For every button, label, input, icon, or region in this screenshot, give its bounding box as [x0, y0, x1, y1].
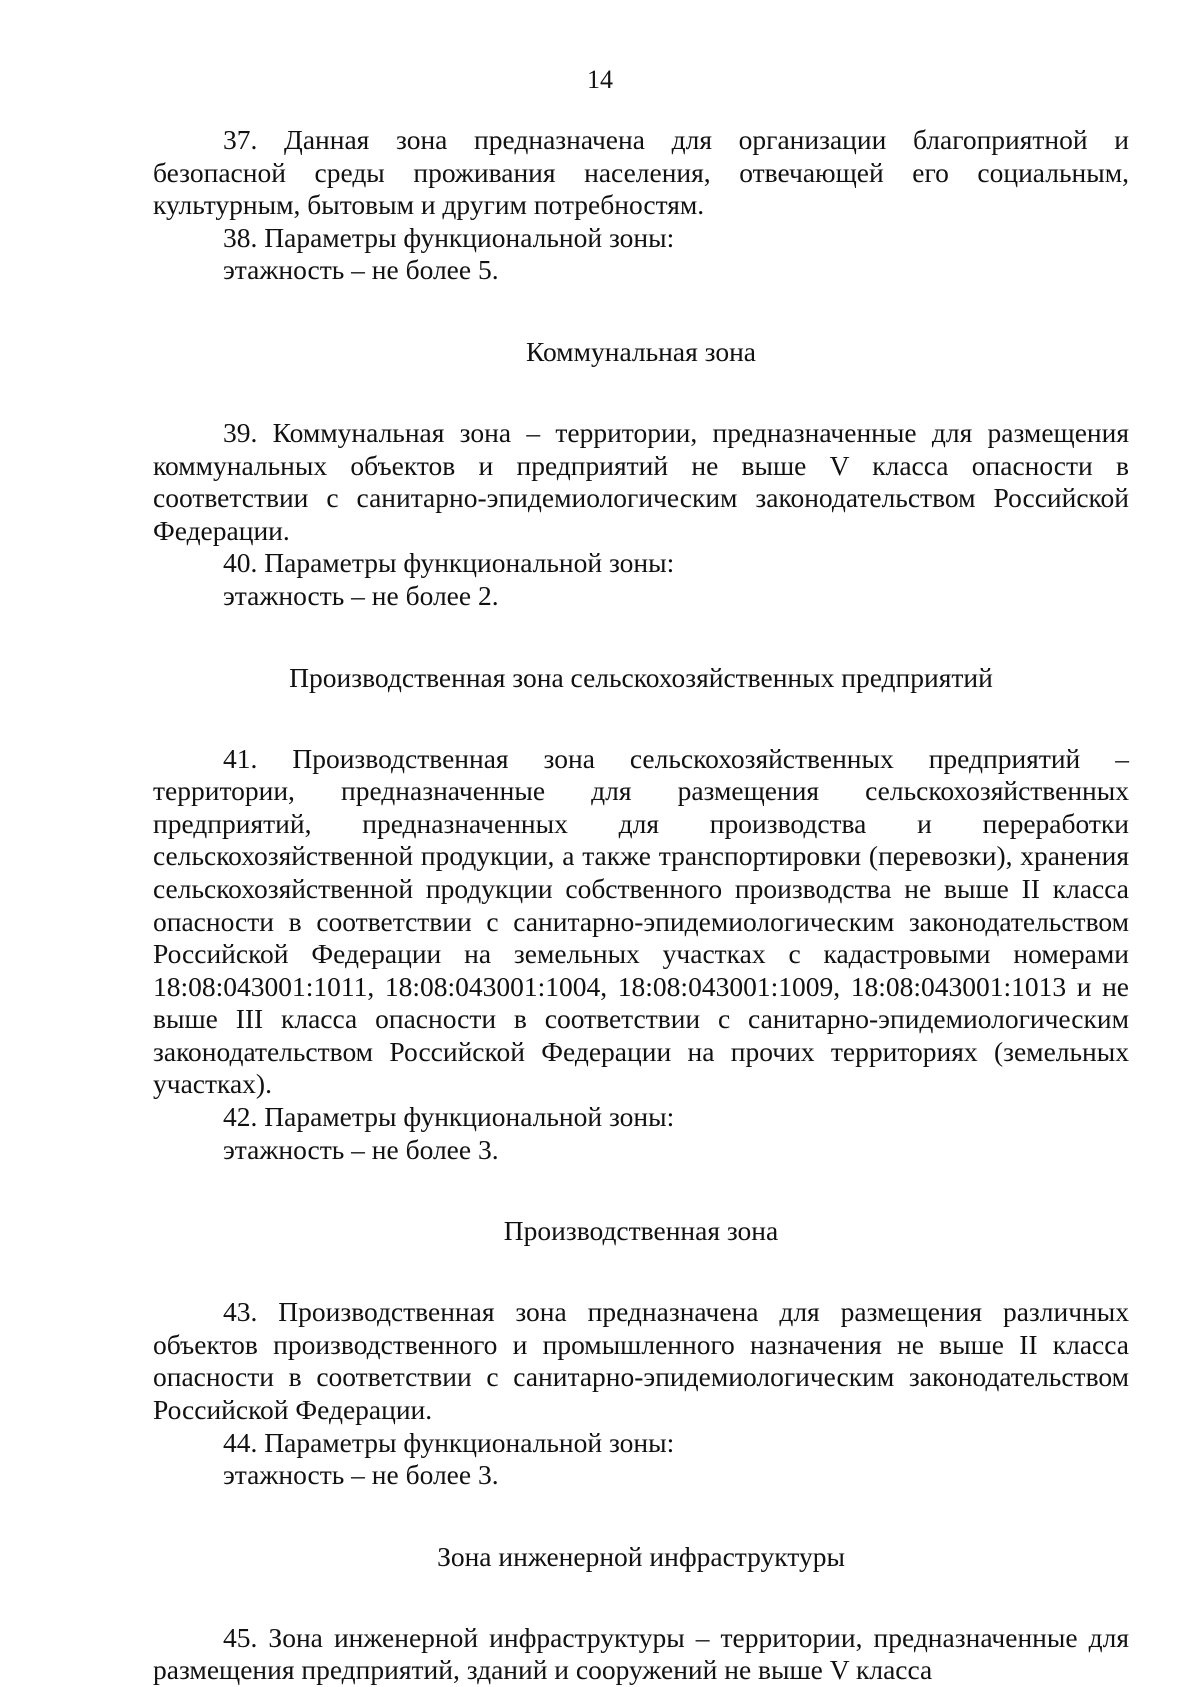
- heading-agricultural-zone: Производственная зона сельскохозяйственных предприятий: [289, 661, 993, 693]
- document-body: [153, 124, 1129, 1687]
- page-number: 14: [587, 65, 613, 94]
- paragraph-42-floors: этажность – не более 3.: [223, 1133, 499, 1165]
- paragraph-40-floors: этажность – не более 2.: [223, 579, 499, 611]
- paragraph-38-floors: этажность – не более 5.: [223, 254, 499, 286]
- paragraph-40: 40. Параметры функциональной зоны:: [223, 547, 675, 579]
- paragraph-42: 42. Параметры функциональной зоны:: [223, 1101, 675, 1133]
- paragraph-39: 39. Коммунальная зона – территории, предназначенные для размещения коммунальных объектов и предприятий не выше V класса опасности в соответствии с санитарно-эпидемиологическим законодательством Российской Федерации.: [153, 416, 1129, 546]
- paragraph-45: 45. Зона инженерной инфраструктуры – территории, предназначенные для размещения предприятий, зданий и сооружений не выше V класса: [153, 1621, 1129, 1686]
- paragraph-44: 44. Параметры функциональной зоны:: [223, 1426, 675, 1458]
- heading-communal-zone: Коммунальная зона: [525, 335, 756, 367]
- paragraph-38: 38. Параметры функциональной зоны:: [223, 221, 675, 253]
- paragraph-43: 43. Производственная зона предназначена для размещения различных объектов производственного и промышленного назначения не выше II класса опасности в соответствии с санитарно-эпидемиологическим законодательством Российской Федерации.: [153, 1296, 1129, 1426]
- heading-engineering-zone: Зона инженерной инфраструктуры: [437, 1540, 845, 1572]
- paragraph-41: 41. Производственная зона сельскохозяйственных предприятий – территории, предназначенные для размещения сельскохозяйственных предприятий, предназначенных для производства и переработки сельскохозяйственной продукции, а также транспортировки (перевозки), хранения сельскохозяйственной продукции собственного производства не выше II класса опасности в соответствии с санитарно-эпидемиологическим законодательством Российской Федерации на земельных участках с кадастровыми номерами 18:08:043001:1011, 18:08:043001:1004, 18:08:043001:1009, 18:08:043001:1013 и не выше III класса опасности в соответствии с санитарно-эпидемиологическим законодательством Российской Федерации на прочих территориях (земельных участках).: [153, 742, 1129, 1100]
- paragraph-44-floors: этажность – не более 3.: [223, 1459, 499, 1491]
- paragraph-37: 37. Данная зона предназначена для организации благоприятной и безопасной среды проживания населения, отвечающей его социальным, культурным, бытовым и другим потребностям.: [153, 124, 1129, 221]
- heading-industrial-zone: Производственная зона: [503, 1215, 779, 1247]
